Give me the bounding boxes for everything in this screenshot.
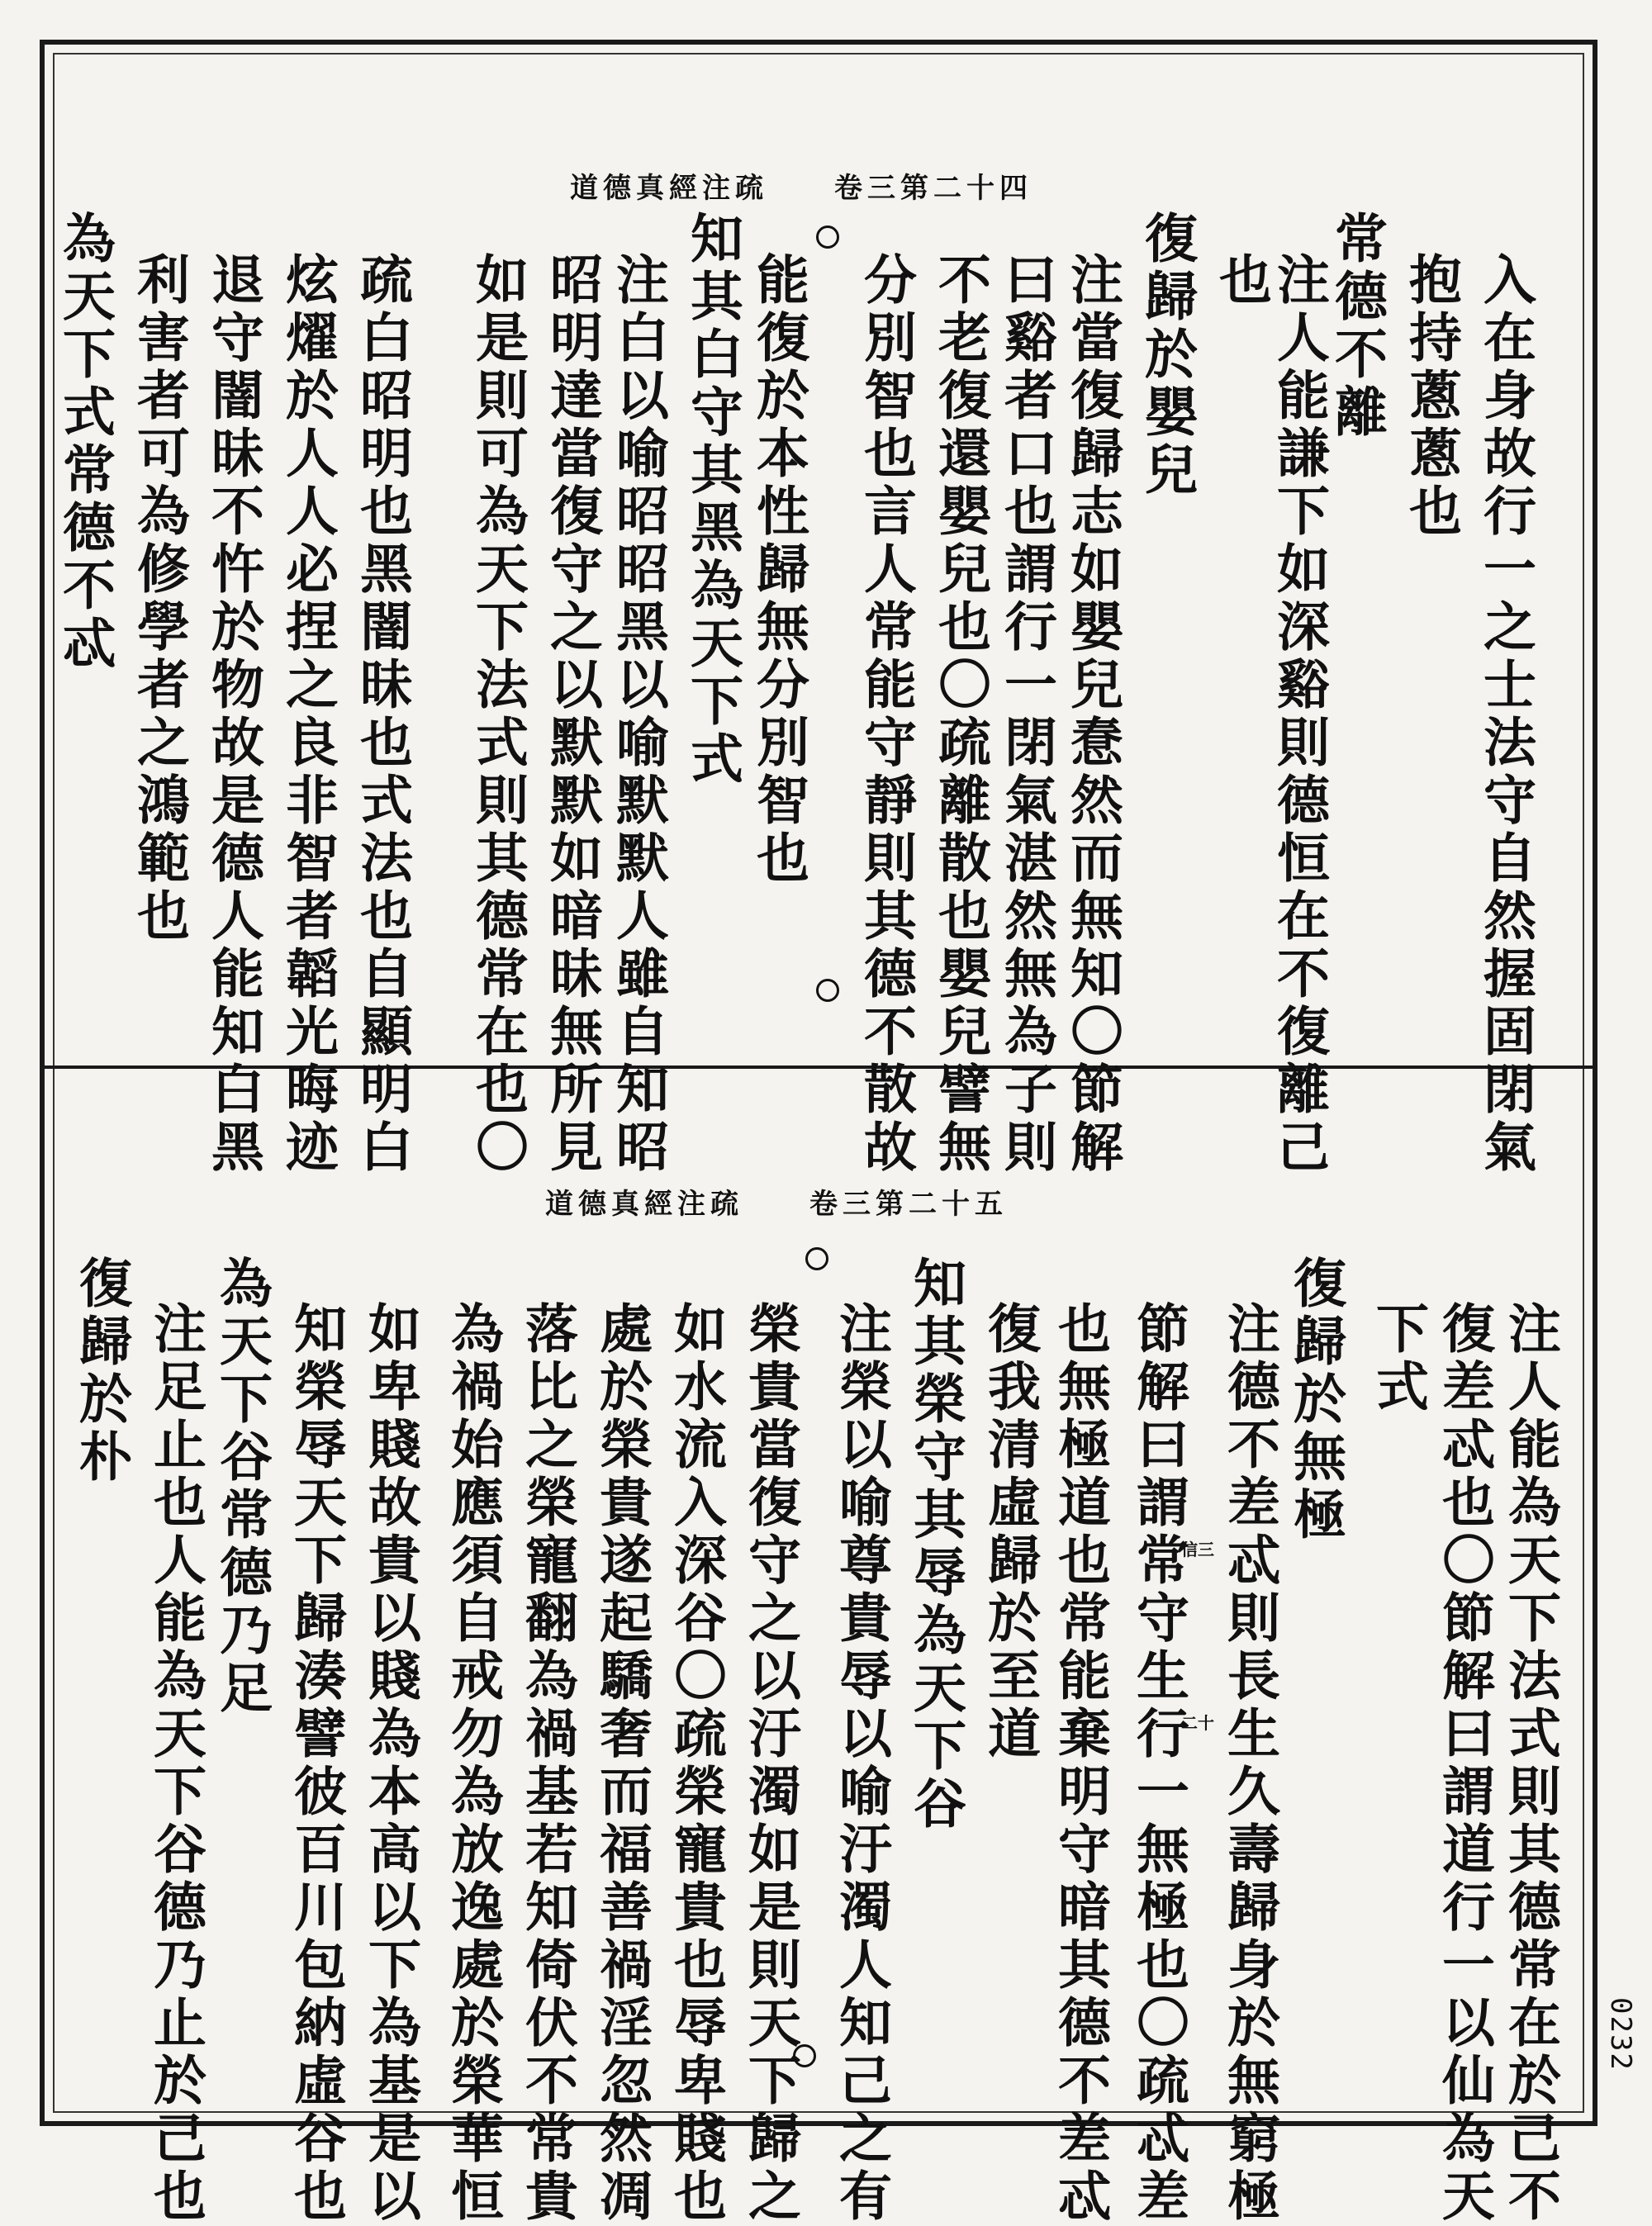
- top-column-5: 也: [1210, 252, 1272, 310]
- bottom-column-2: 復差忒也〇節解曰謂道行一以仙為天: [1433, 1301, 1495, 2226]
- bottom-column-16: 如卑賤故貴以賤為本高以下為基是以: [359, 1301, 421, 2226]
- bottom-column-1: 注人能為天下法式則其德常在於己不: [1499, 1301, 1561, 2226]
- top-column-14: 昭明達當復守之以默默如暗昧無所見: [541, 252, 603, 1177]
- top-header-title: 道德真經注疏: [570, 172, 768, 205]
- top-column-16: 疏白昭明也黑闇昧也式法也自顯明白: [351, 252, 413, 1177]
- marginal-note-b: 二十: [1181, 1713, 1214, 1733]
- bottom-header-volume: 卷三第二十五: [809, 1188, 1008, 1221]
- bottom-column-19: 注足止也人能為天下谷德乃止於己也: [145, 1301, 206, 2226]
- bottom-column-18: 為天下谷常德乃足: [211, 1255, 273, 1718]
- bottom-column-4: 復歸於無極: [1284, 1255, 1346, 1545]
- bottom-header: [545, 1181, 1008, 1222]
- bottom-column-11: 榮貴當復守之以汙濁如是則天下歸之: [739, 1301, 801, 2226]
- bottom-column-15: 為禍始應須自戒勿為放逸處於榮華恒: [442, 1301, 504, 2226]
- bottom-column-9: 知其榮守其辱為天下谷: [904, 1255, 966, 1834]
- top-column-13: 注白以喻昭昭黑以喻默默人雖自知昭: [607, 252, 669, 1177]
- bottom-column-13: 處於榮貴遂起驕奢而福善禍淫忽然凋: [591, 1301, 653, 2226]
- bottom-column-20: 復歸於朴: [70, 1255, 132, 1487]
- bottom-column-5: 注德不差忒則長生久壽歸身於無窮極: [1218, 1301, 1280, 2226]
- top-column-3: 常德不離: [1326, 211, 1388, 442]
- top-column-19: 利害者可為修學者之鴻範也: [128, 252, 190, 946]
- top-column-18: 退守闇昧不忤於物故是德人能知白黑: [202, 252, 264, 1177]
- section-circle-mark: [816, 225, 839, 249]
- section-circle-mark: [816, 979, 839, 1002]
- top-column-10: 分別智也言人常能守靜則其德不散故: [855, 252, 917, 1177]
- page-number: 0232: [1604, 1997, 1637, 2072]
- top-column-7: 注當復歸志如嬰兒惷然而無知〇節解: [1061, 252, 1123, 1177]
- top-column-20: 為天下式常德不忒: [54, 211, 116, 673]
- top-column-9: 不老復還嬰兒也〇疏離散也嬰兒譬無: [929, 252, 991, 1177]
- bottom-column-14: 落比之榮寵翻為禍基若知倚伏不常貴: [516, 1301, 578, 2226]
- bottom-column-10: 注榮以喻尊貴辱以喻汙濁人知己之有: [830, 1301, 892, 2226]
- top-column-2: 抱持蔥蔥也: [1400, 252, 1462, 541]
- top-column-4: 注人能謙下如深谿則德恒在不復離己: [1268, 252, 1330, 1177]
- top-column-12: 知其白守其黑為天下式: [681, 211, 743, 789]
- bottom-column-3: 下式: [1367, 1301, 1429, 1417]
- bottom-column-12: 如水流入深谷〇疏榮寵貴也辱卑賤也: [665, 1301, 727, 2226]
- top-column-15: 如是則可為天下法式則其德常在也〇: [467, 252, 529, 1177]
- page-divider: [40, 1066, 1597, 1069]
- bottom-column-6: 節解曰謂常守生行一無極也〇疏忒差: [1127, 1301, 1189, 2226]
- bottom-column-17: 知榮辱天下歸湊譬彼百川包納虛谷也: [285, 1301, 347, 2226]
- bottom-header-title: 道德真經注疏: [545, 1188, 743, 1221]
- marginal-note-a: 信三: [1181, 1540, 1214, 1559]
- top-header: [570, 165, 1032, 206]
- top-column-11: 能復於本性歸無分別智也: [748, 252, 809, 888]
- bottom-column-7: 也無極道也常能棄明守暗其德不差忒: [1049, 1301, 1111, 2226]
- top-column-8: 曰谿者口也謂行一閉氣湛然無為子則: [995, 252, 1057, 1177]
- section-circle-mark: [793, 2044, 816, 2067]
- bottom-column-8: 復我清虛歸於至道: [979, 1301, 1041, 1763]
- top-column-1: 入在身故行一之士法守自然握固閉氣: [1474, 252, 1536, 1177]
- top-header-volume: 卷三第二十四: [834, 172, 1032, 205]
- top-column-17: 炫燿於人人必捏之良非智者韜光晦迹: [277, 252, 339, 1177]
- section-circle-mark: [805, 1247, 828, 1270]
- top-column-6: 復歸於嬰兒: [1136, 211, 1198, 500]
